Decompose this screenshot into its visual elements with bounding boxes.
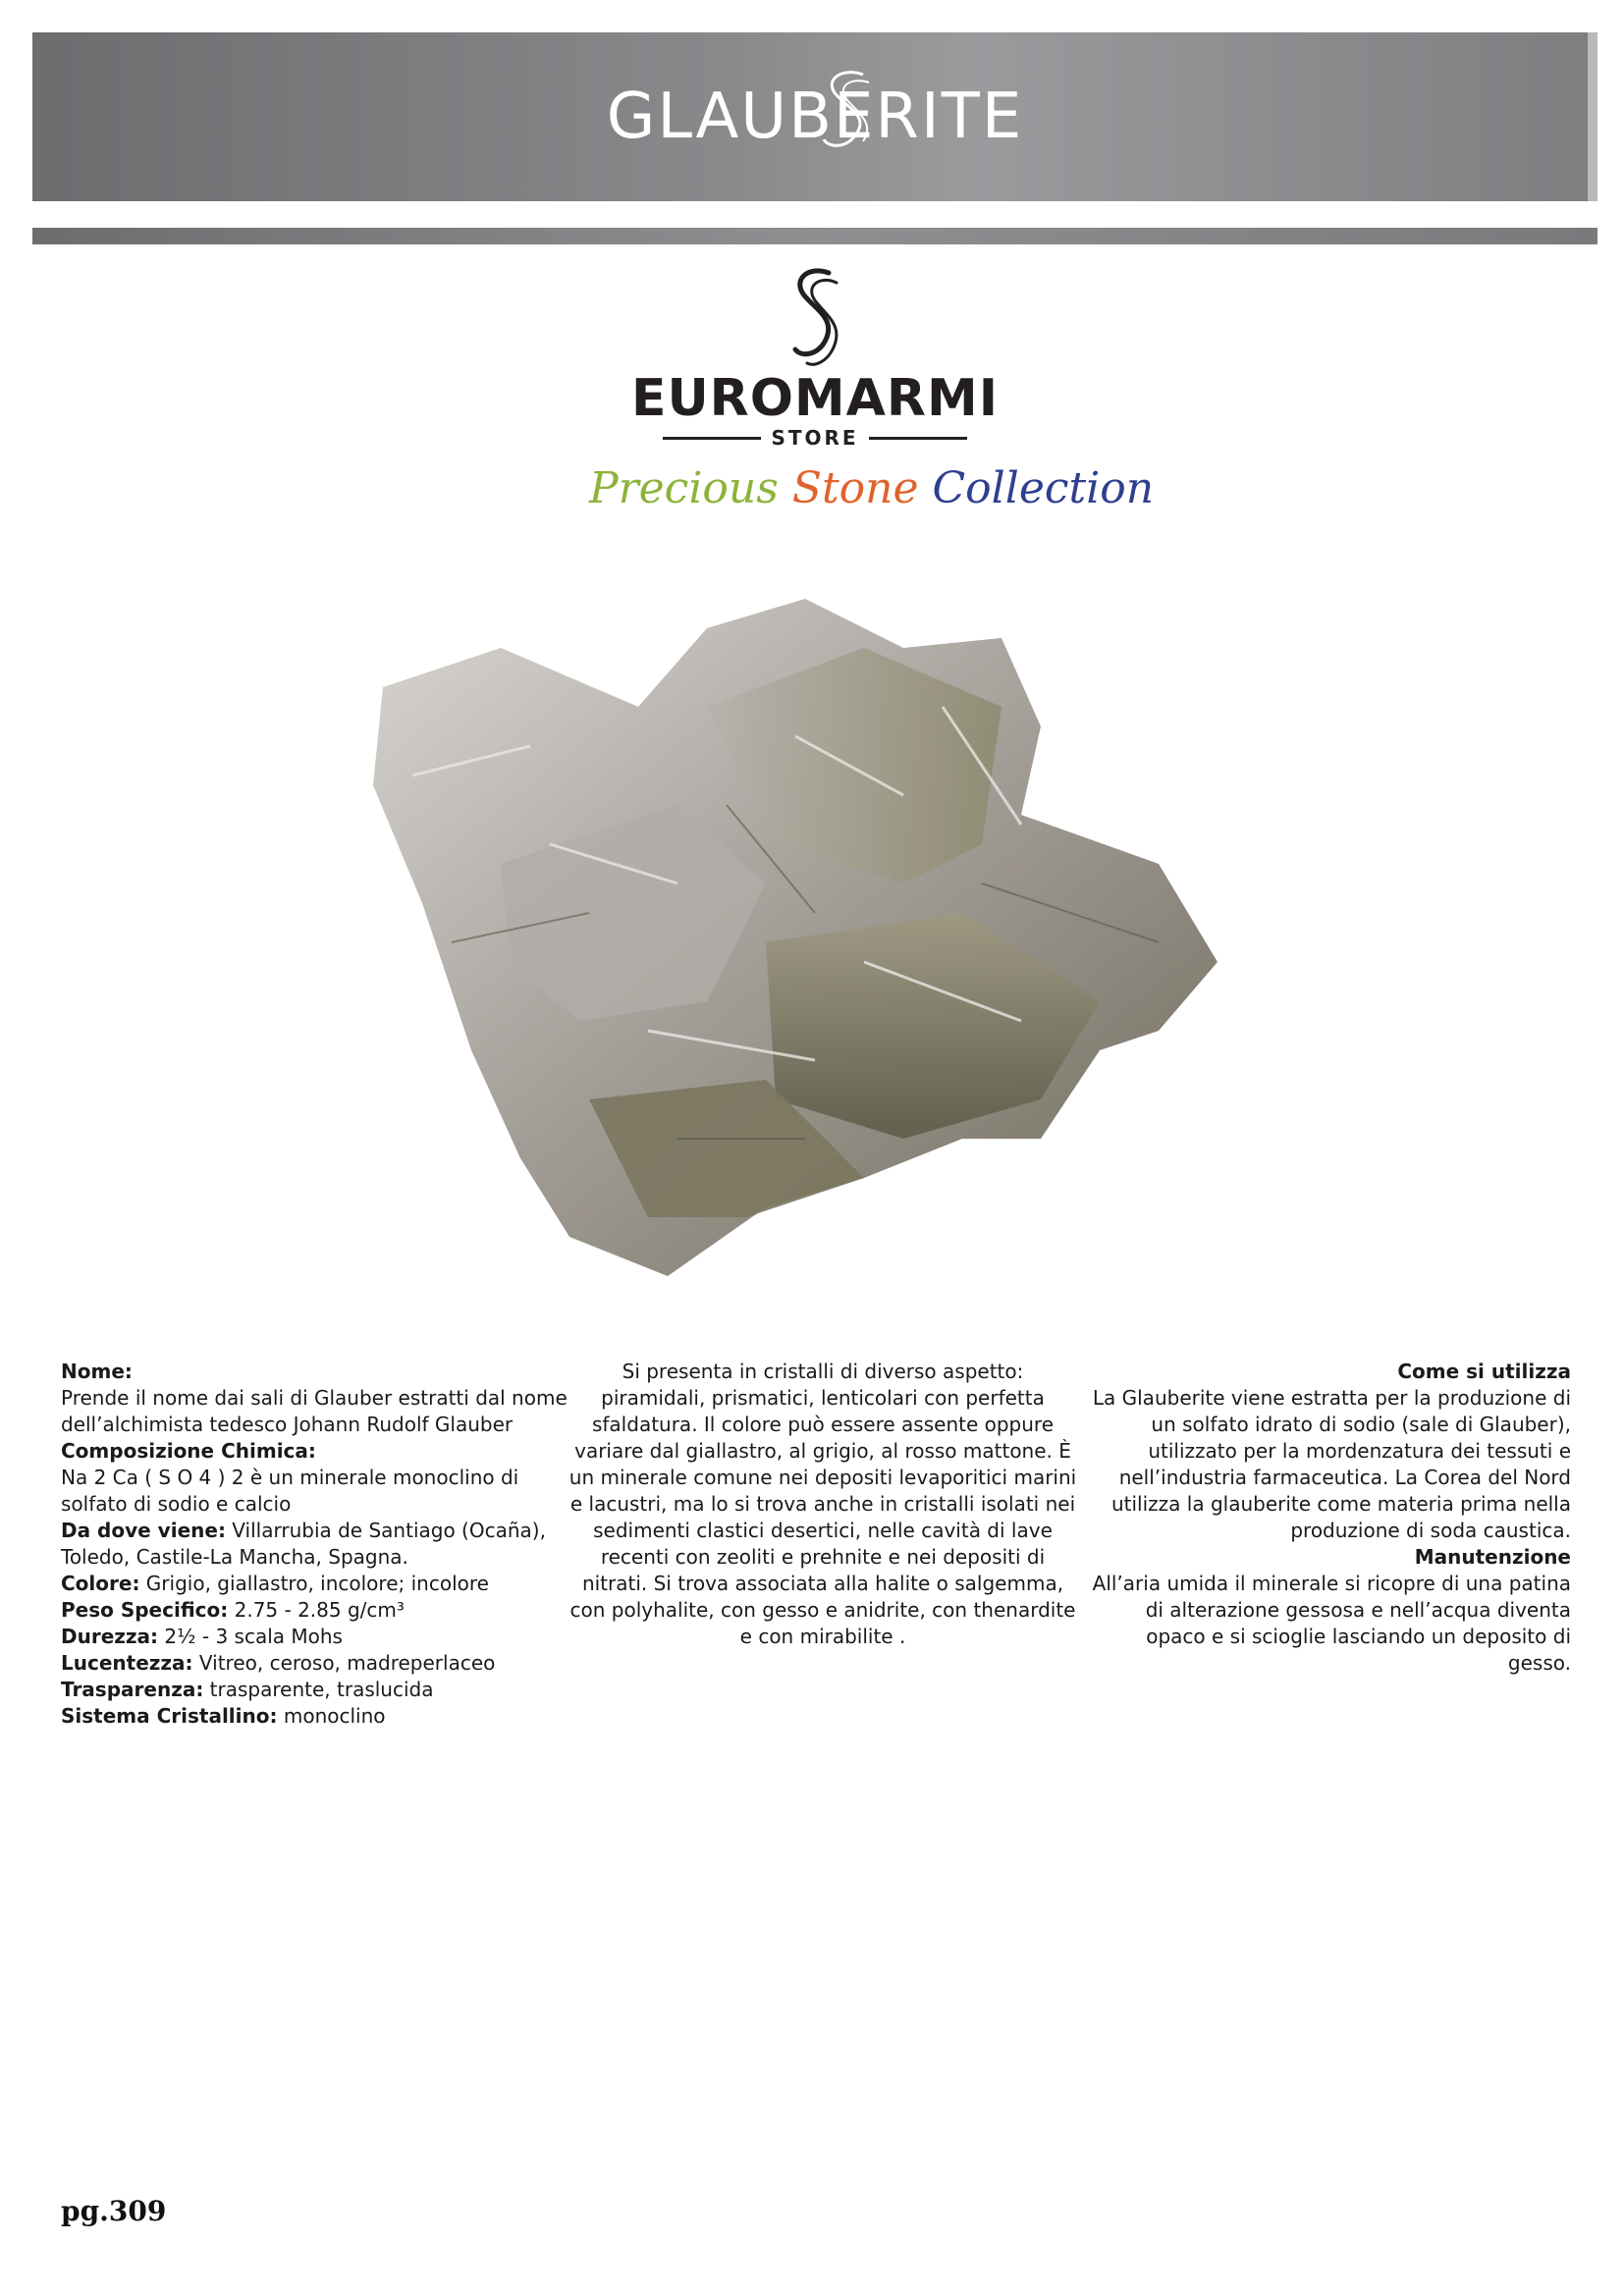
- page-number: pg.309: [61, 2195, 167, 2227]
- brand-store-label: STORE: [771, 426, 859, 450]
- header-divider: [32, 228, 1597, 244]
- brand-rule-right: [869, 437, 967, 440]
- page-title: GLAUBERITE: [606, 80, 1024, 153]
- nome-text: Prende il nome dai sali di Glauber estratti dal nome dell’alchimista tedesco Johann Rudolf Glauber: [61, 1386, 568, 1436]
- brand-subtitle: [589, 426, 1041, 450]
- tagline-precious: Precious: [589, 463, 779, 513]
- peso-label: Peso Specifico:: [61, 1598, 229, 1622]
- manutenzione-text: All’aria umida il minerale si ricopre di una patina di alterazione gessosa e nell’acqua diventa opaco e si scioglie lasciando un deposito di gesso.: [1092, 1572, 1571, 1675]
- provenienza-text: Villarrubia de Santiago (Ocaña), Toledo, Castile-La Mancha, Spagna.: [61, 1519, 546, 1569]
- tagline-collection: Collection: [932, 463, 1155, 513]
- nome-label: Nome:: [61, 1360, 133, 1383]
- colore-label: Colore:: [61, 1572, 140, 1595]
- sistema-label: Sistema Cristallino:: [61, 1704, 278, 1728]
- collection-tagline: [589, 463, 1155, 513]
- header-band: [32, 32, 1597, 201]
- usage-column: [1080, 1359, 1571, 1677]
- sistema-text: monoclino: [277, 1704, 386, 1728]
- description-column: [568, 1359, 1078, 1650]
- description-text: Si presenta in cristalli di diverso aspetto: piramidali, prismatici, lenticolari con perfetta sfaldatura. Il colore può essere assente oppure variare dal giallastro, al grigio, al rosso mattone. È un minerale comune nei depositi levaporitici marini e lacustri, ma lo si trova anche in cristalli isolati nei sedimenti clastici desertici, nelle cavità di lave recenti con zeoliti e prehnite e nei depositi di nitrati. Si trova associata alla halite o salgemma, con polyhalite, con gesso e anidrite, con thenardite e con mirabilite .: [568, 1360, 1077, 1648]
- trasparenza-label: Trasparenza:: [61, 1678, 204, 1701]
- colore-text: Grigio, giallastro, incolore; incolore: [139, 1572, 489, 1595]
- brand-s-icon: [785, 265, 844, 373]
- durezza-text: 2½ - 3 scala Mohs: [158, 1625, 343, 1648]
- manutenzione-label: Manutenzione: [1414, 1545, 1571, 1569]
- provenienza-label: Da dove viene:: [61, 1519, 226, 1542]
- composizione-label: Composizione Chimica:: [61, 1439, 316, 1463]
- composizione-text: Na 2 Ca ( S O 4 ) 2 è un minerale monoclino di solfato di sodio e calcio: [61, 1466, 519, 1516]
- trasparenza-text: trasparente, traslucida: [203, 1678, 434, 1701]
- brand-logo: [589, 265, 1155, 513]
- brand-rule-left: [663, 437, 761, 440]
- uso-label: Come si utilizza: [1397, 1360, 1571, 1383]
- properties-column: [61, 1359, 581, 1730]
- glauberite-specimen-image: [353, 589, 1237, 1276]
- lucentezza-label: Lucentezza:: [61, 1651, 193, 1675]
- lucentezza-text: Vitreo, ceroso, madreperlaceo: [192, 1651, 496, 1675]
- uso-text: La Glauberite viene estratta per la produzione di un solfato idrato di sodio (sale di Glauber), utilizzato per la mordenzatura dei tessuti e nell’industria farmaceutica. La Corea del Nord utilizza la glauberite come materia prima nella produzione di soda caustica.: [1092, 1386, 1571, 1542]
- durezza-label: Durezza:: [61, 1625, 159, 1648]
- brand-name: EUROMARMI: [630, 369, 1000, 428]
- peso-text: 2.75 - 2.85 g/cm³: [228, 1598, 405, 1622]
- tagline-stone: Stone: [791, 463, 919, 513]
